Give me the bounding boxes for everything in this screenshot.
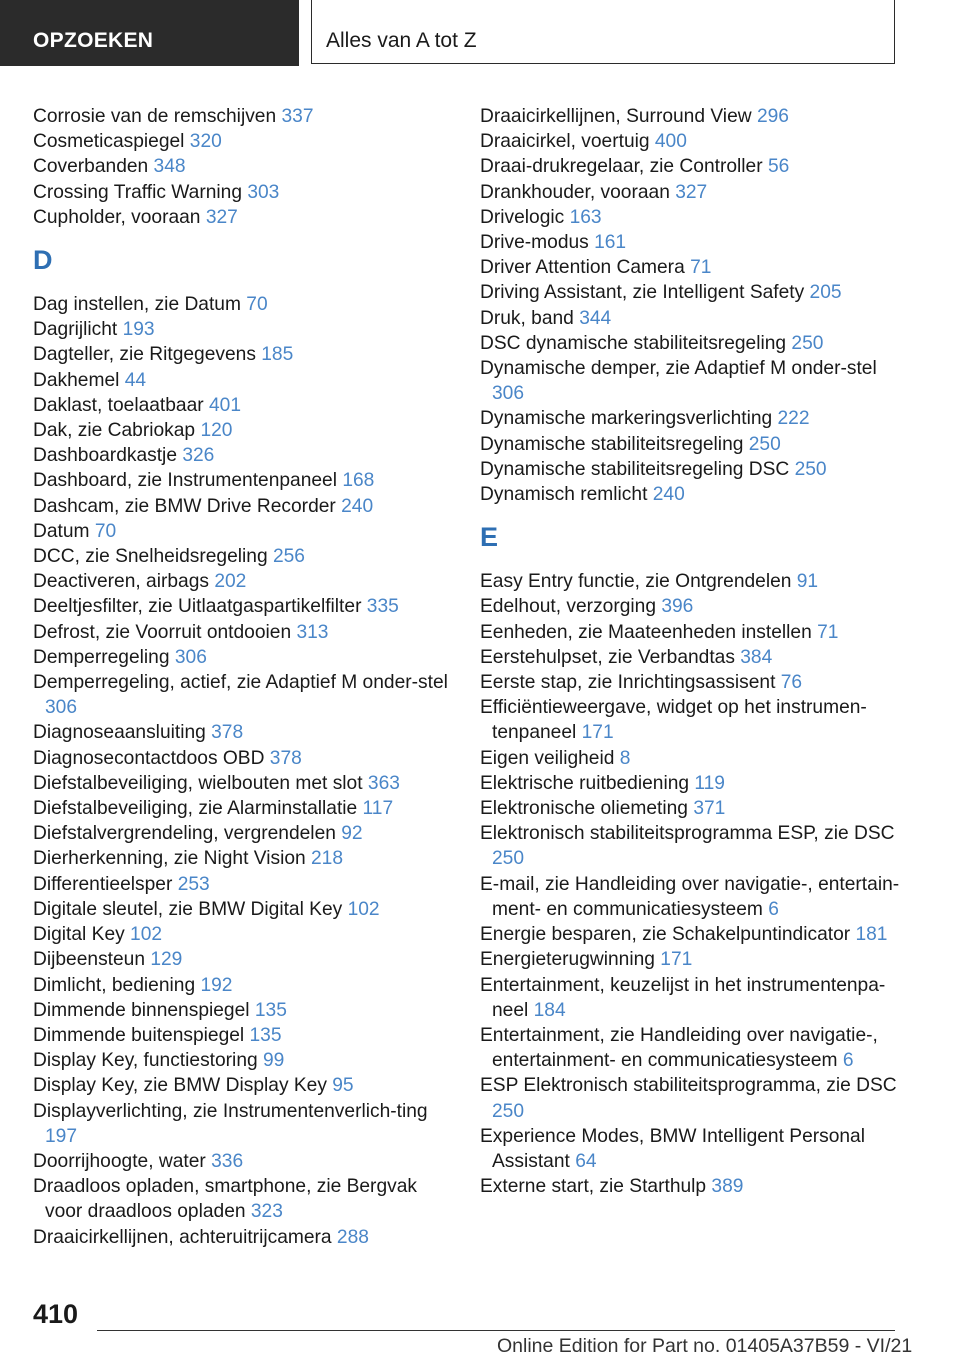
index-entry: [33, 468, 453, 493]
page-link[interactable]: 401: [209, 394, 242, 416]
index-entry-text: Energieterugwinning: [480, 949, 661, 971]
index-entry-text: Dashboard, zie Instrumentenpaneel: [33, 470, 343, 492]
index-entry-text: Dynamisch remlicht: [480, 484, 653, 506]
index-entry: [480, 569, 900, 594]
page-link[interactable]: 8: [619, 747, 631, 769]
page-link[interactable]: 337: [281, 106, 314, 127]
index-entry-text: Dashboardkastje: [33, 445, 183, 467]
page-link[interactable]: 396: [661, 596, 694, 618]
page-link[interactable]: 184: [533, 999, 566, 1021]
index-entry: [33, 720, 453, 745]
index-entry: [480, 947, 900, 972]
index-entry: [480, 872, 900, 922]
page-link[interactable]: 296: [756, 106, 789, 127]
index-entry: [480, 356, 900, 406]
page-link[interactable]: 171: [660, 949, 693, 971]
index-entry: [480, 1124, 900, 1174]
index-entry: [33, 180, 453, 205]
index-entry: [480, 695, 900, 745]
index-entry-text: Drivelogic: [480, 206, 570, 228]
page-link[interactable]: 71: [817, 621, 839, 643]
index-entry: [33, 1149, 453, 1174]
index-letter-heading: D: [33, 245, 53, 276]
index-entry: [33, 342, 453, 367]
index-entry-text: Elektrische ruitbediening: [480, 772, 695, 794]
index-entry-text: Demperregeling: [33, 646, 175, 668]
page-link[interactable]: 250: [492, 1100, 525, 1122]
page-link[interactable]: 384: [740, 646, 773, 668]
index-entry-text: Draadloos opladen, smartphone, zie Bergvak voor draadloos opladen: [33, 1176, 417, 1223]
index-entry: [33, 368, 453, 393]
index-entry: [33, 872, 453, 897]
index-entry-text: Displayverlichting, zie Instrumentenverlich-ting: [33, 1100, 428, 1122]
index-entry: [33, 771, 453, 796]
index-entry-text: Coverbanden: [33, 156, 154, 178]
index-entry-text: Dakhemel: [33, 369, 125, 391]
page-link[interactable]: 327: [205, 206, 238, 228]
index-entry-text: Dag instellen, zie Datum: [33, 294, 247, 316]
index-entry: [33, 1048, 453, 1073]
index-entry-text: Dimlicht, bediening: [33, 974, 201, 996]
page-link[interactable]: 218: [311, 848, 344, 870]
index-entry: [480, 104, 900, 129]
page-link[interactable]: 6: [768, 898, 779, 920]
page-link[interactable]: 64: [575, 1150, 597, 1172]
index-entry: [33, 129, 453, 154]
index-entry: [480, 821, 900, 871]
page-link[interactable]: 306: [45, 697, 78, 719]
index-entry-text: Digital Key: [33, 924, 131, 946]
page-link[interactable]: 389: [711, 1176, 744, 1198]
page-link[interactable]: 202: [214, 571, 247, 593]
index-entry-text: Draai-drukregelaar, zie Controller: [480, 156, 768, 178]
page-link[interactable]: 168: [342, 470, 375, 492]
index-entry-text: Entertainment, keuzelijst in het instrumentenpa-neel: [480, 974, 886, 1021]
index-entry: [480, 1174, 900, 1199]
index-entry-text: Easy Entry functie, zie Ontgrendelen: [480, 571, 797, 593]
page-link[interactable]: 119: [694, 772, 725, 794]
index-entry: [33, 973, 453, 998]
index-entry: [33, 998, 453, 1023]
index-entry: [480, 129, 900, 154]
index-entry: [480, 746, 900, 771]
index-entry-text: Draaicirkellijnen, achteruitrijcamera: [33, 1226, 337, 1248]
page-header: [0, 0, 960, 66]
index-entry-text: Datum: [33, 520, 95, 542]
index-entry: [33, 1174, 453, 1224]
page-link[interactable]: 256: [272, 546, 305, 568]
index-entry-text: Eenheden, zie Maateenheden instellen: [480, 621, 818, 643]
index-entry-text: DSC dynamische stabiliteitsregeling: [480, 332, 792, 354]
page-link[interactable]: 181: [855, 924, 888, 946]
page-link[interactable]: 135: [254, 999, 287, 1021]
section-tab: OPZOEKEN: [0, 0, 299, 66]
index-entry-text: Edelhout, verzorging: [480, 596, 662, 618]
index-entry: [33, 670, 453, 720]
index-entry-text: Driving Assistant, zie Intelligent Safety: [480, 282, 810, 304]
page-link[interactable]: 378: [211, 722, 244, 744]
page-link[interactable]: 92: [341, 823, 363, 845]
index-entry-text: Externe start, zie Starthulp: [480, 1176, 712, 1198]
page-link[interactable]: 102: [130, 924, 163, 946]
index-entry: [480, 255, 900, 280]
page-link[interactable]: 171: [581, 722, 614, 744]
index-entry-text: Dijbeensteun: [33, 949, 151, 971]
index-entry-text: Efficiëntieweergave, widget op het instrumen-tenpaneel: [480, 697, 867, 744]
page-link[interactable]: 185: [261, 344, 294, 366]
index-entry: [33, 796, 453, 821]
page-link[interactable]: 76: [780, 672, 803, 694]
index-entry-text: ESP Elektronisch stabiliteitsprogramma, zie DSC: [480, 1075, 897, 1097]
page-link[interactable]: 323: [250, 1201, 283, 1223]
index-entry-text: Entertainment, zie Handleiding over navigatie-, entertainment- en communicatiesysteem: [480, 1024, 878, 1072]
page-link[interactable]: 102: [347, 898, 380, 920]
index-entry: [33, 922, 453, 947]
index-entry-text: Dagteller, zie Ritgegevens: [33, 344, 262, 366]
index-column-left: [33, 104, 453, 1250]
edition-label: Online Edition for Part no. 01405A37B59 - VI/21: [497, 1335, 913, 1357]
page-link[interactable]: 250: [794, 458, 827, 480]
index-entry: [33, 846, 453, 871]
index-entry: [480, 280, 900, 305]
page-link[interactable]: 193: [122, 319, 155, 341]
index-entry-text: Eerstehulpset, zie Verbandtas: [480, 646, 741, 668]
index-entry: [480, 406, 900, 431]
page-link[interactable]: 117: [362, 798, 394, 820]
index-entry-text: Draaicirkel, voertuig: [480, 131, 655, 153]
index-entry-text: Display Key, zie BMW Display Key: [33, 1075, 333, 1097]
index-entry: [480, 205, 900, 230]
index-entry-text: Drive-modus: [480, 232, 595, 254]
page-link[interactable]: 363: [367, 772, 400, 794]
index-entry-text: Corrosie van de remschijven: [33, 106, 282, 127]
index-entry-text: Doorrijhoogte, water: [33, 1150, 212, 1172]
page-link[interactable]: 320: [189, 131, 222, 153]
index-entry-text: Driver Attention Camera: [480, 257, 691, 279]
index-entry-text: Dynamische markeringsverlichting: [480, 408, 778, 430]
index-entry: [480, 1073, 900, 1123]
index-entry: [33, 443, 453, 468]
index-entry-text: Diefstalbeveiliging, zie Alarminstallatie: [33, 798, 363, 820]
page-link[interactable]: 306: [174, 646, 207, 668]
index-entry-text: Defrost, zie Voorruit ontdooien: [33, 621, 297, 643]
page-link[interactable]: 240: [652, 484, 685, 506]
page-link[interactable]: 222: [777, 408, 810, 430]
index-entry: [33, 1225, 453, 1250]
index-entry-text: Dimmende binnenspiegel: [33, 999, 255, 1021]
index-entry: [480, 331, 900, 356]
index-letter-heading: E: [480, 522, 499, 553]
page-link[interactable]: 303: [247, 181, 280, 203]
chapter-title: Alles van A tot Z: [311, 0, 895, 64]
page-link[interactable]: 348: [153, 156, 186, 178]
page-link[interactable]: 70: [246, 294, 268, 316]
index-entry: [480, 771, 900, 796]
page-link[interactable]: 91: [796, 571, 819, 593]
index-entry: [33, 292, 453, 317]
page-link[interactable]: 335: [366, 596, 399, 618]
index-entry-text: Draaicirkellijnen, Surround View: [480, 106, 757, 127]
index-entry-text: Diefstalvergrendeling, vergrendelen: [33, 823, 342, 845]
index-entry-text: Display Key, functiestoring: [33, 1050, 263, 1072]
index-entry: [33, 897, 453, 922]
page-link[interactable]: 95: [332, 1075, 354, 1097]
page-link[interactable]: 120: [200, 420, 233, 442]
index-entry-text: E-mail, zie Handleiding over navigatie-, entertain-ment- en communicatiesysteem: [480, 873, 900, 920]
page-link[interactable]: 192: [200, 974, 233, 996]
index-entry-text: Cupholder, vooraan: [33, 206, 206, 228]
page-link[interactable]: 400: [654, 131, 687, 153]
index-entry: [33, 1073, 453, 1098]
index-entry: [33, 418, 453, 443]
page-link[interactable]: 250: [748, 433, 781, 455]
index-entry-text: Digitale sleutel, zie BMW Digital Key: [33, 898, 348, 920]
index-entry: [33, 519, 453, 544]
page-link[interactable]: 327: [675, 181, 708, 203]
index-entry: [480, 796, 900, 821]
index-entry: [480, 230, 900, 255]
index-entry: [33, 393, 453, 418]
page-link[interactable]: 44: [124, 369, 147, 391]
page-link[interactable]: 163: [569, 206, 602, 228]
index-column-right: [480, 104, 900, 1199]
index-entry: [480, 457, 900, 482]
index-entry: [480, 670, 900, 695]
index-entry-text: Dierherkenning, zie Night Vision: [33, 848, 312, 870]
index-entry-text: Diagnoseaansluiting: [33, 722, 212, 744]
index-entry: [33, 569, 453, 594]
index-entry-text: Deeltjesfilter, zie Uitlaatgaspartikelfilter: [33, 596, 367, 618]
index-entry-text: Dak, zie Cabriokap: [33, 420, 201, 442]
index-entry: [33, 645, 453, 670]
page-link[interactable]: 250: [492, 848, 525, 870]
page-link[interactable]: 99: [263, 1050, 285, 1072]
page-link[interactable]: 70: [94, 520, 117, 542]
index-entry-text: Dimmende buitenspiegel: [33, 1024, 250, 1046]
index-entry: [33, 205, 453, 230]
index-entry: [480, 645, 900, 670]
index-entry: [33, 494, 453, 519]
index-entry-text: Dynamische demper, zie Adaptief M onder-stel: [480, 358, 877, 380]
page-link[interactable]: 378: [269, 747, 302, 769]
index-entry: [480, 620, 900, 645]
index-entry-text: DCC, zie Snelheidsregeling: [33, 546, 273, 568]
index-entry-text: Drankhouder, vooraan: [480, 181, 676, 203]
page-link[interactable]: 56: [767, 156, 790, 178]
index-entry-text: Elektronisch stabiliteitsprogramma ESP, zie DSC: [480, 823, 895, 845]
index-entry-text: Diagnosecontactdoos OBD: [33, 747, 270, 769]
page-link[interactable]: 371: [693, 798, 726, 820]
index-entry-text: Crossing Traffic Warning: [33, 181, 248, 203]
index-entry-text: Experience Modes, BMW Intelligent Personal Assistant: [480, 1125, 865, 1172]
page-link[interactable]: 205: [809, 282, 842, 304]
page-link[interactable]: 71: [690, 257, 712, 279]
page-link[interactable]: 161: [594, 232, 627, 254]
page-link[interactable]: 313: [296, 621, 329, 643]
index-entry: [33, 154, 453, 179]
index-entry-text: Deactiveren, airbags: [33, 571, 215, 593]
page-link[interactable]: 197: [45, 1125, 78, 1147]
index-entry-text: Dashcam, zie BMW Drive Recorder: [33, 495, 342, 517]
index-entry-text: Daklast, toelaatbaar: [33, 394, 209, 416]
index-entry: [480, 154, 900, 179]
index-entry: [480, 922, 900, 947]
page-link[interactable]: 288: [336, 1226, 369, 1248]
index-entry-text: Eigen veiligheid: [480, 747, 620, 769]
index-entry: [480, 1023, 900, 1073]
index-entry: [33, 594, 453, 619]
index-entry-text: Energie besparen, zie Schakelpuntindicator: [480, 924, 856, 946]
index-entry-text: Dynamische stabiliteitsregeling: [480, 433, 749, 455]
index-entry: [480, 973, 900, 1023]
page-link[interactable]: 326: [182, 445, 215, 467]
index-entry-text: Druk, band: [480, 307, 580, 329]
index-entry: [33, 1023, 453, 1048]
index-entry-text: Demperregeling, actief, zie Adaptief M onder-stel: [33, 672, 448, 694]
page-link[interactable]: 250: [791, 332, 824, 354]
page-link[interactable]: 336: [211, 1150, 244, 1172]
index-entry-text: Elektronische oliemeting: [480, 798, 694, 820]
index-entry: [33, 947, 453, 972]
index-entry: [480, 594, 900, 619]
index-entry: [33, 1099, 453, 1149]
index-entry: [480, 180, 900, 205]
page-number: 410: [33, 1299, 79, 1329]
index-entry: [480, 306, 900, 331]
page-link[interactable]: 129: [150, 949, 183, 971]
index-entry: [480, 432, 900, 457]
page-link[interactable]: 240: [341, 495, 374, 517]
index-entry: [33, 104, 453, 129]
index-entry-text: Differentieelsper: [33, 873, 178, 895]
page-link[interactable]: 306: [492, 383, 525, 405]
index-entry: [33, 746, 453, 771]
index-entry: [33, 620, 453, 645]
index-entry-text: Diefstalbeveiliging, wielbouten met slot: [33, 772, 368, 794]
index-entry-text: Dynamische stabiliteitsregeling DSC: [480, 458, 795, 480]
page-link[interactable]: 253: [177, 873, 210, 895]
page-link[interactable]: 135: [249, 1024, 282, 1046]
index-entry: [480, 482, 900, 507]
index-entry: [33, 544, 453, 569]
index-entry-text: Cosmeticaspiegel: [33, 131, 190, 153]
index-entry-text: Dagrijlicht: [33, 319, 123, 341]
page-link[interactable]: 6: [842, 1050, 854, 1072]
index-entry: [33, 317, 453, 342]
footer-divider: [97, 1330, 895, 1331]
page-link[interactable]: 344: [579, 307, 612, 329]
index-entry: [33, 821, 453, 846]
index-entry-text: Eerste stap, zie Inrichtingsassisent: [480, 672, 781, 694]
